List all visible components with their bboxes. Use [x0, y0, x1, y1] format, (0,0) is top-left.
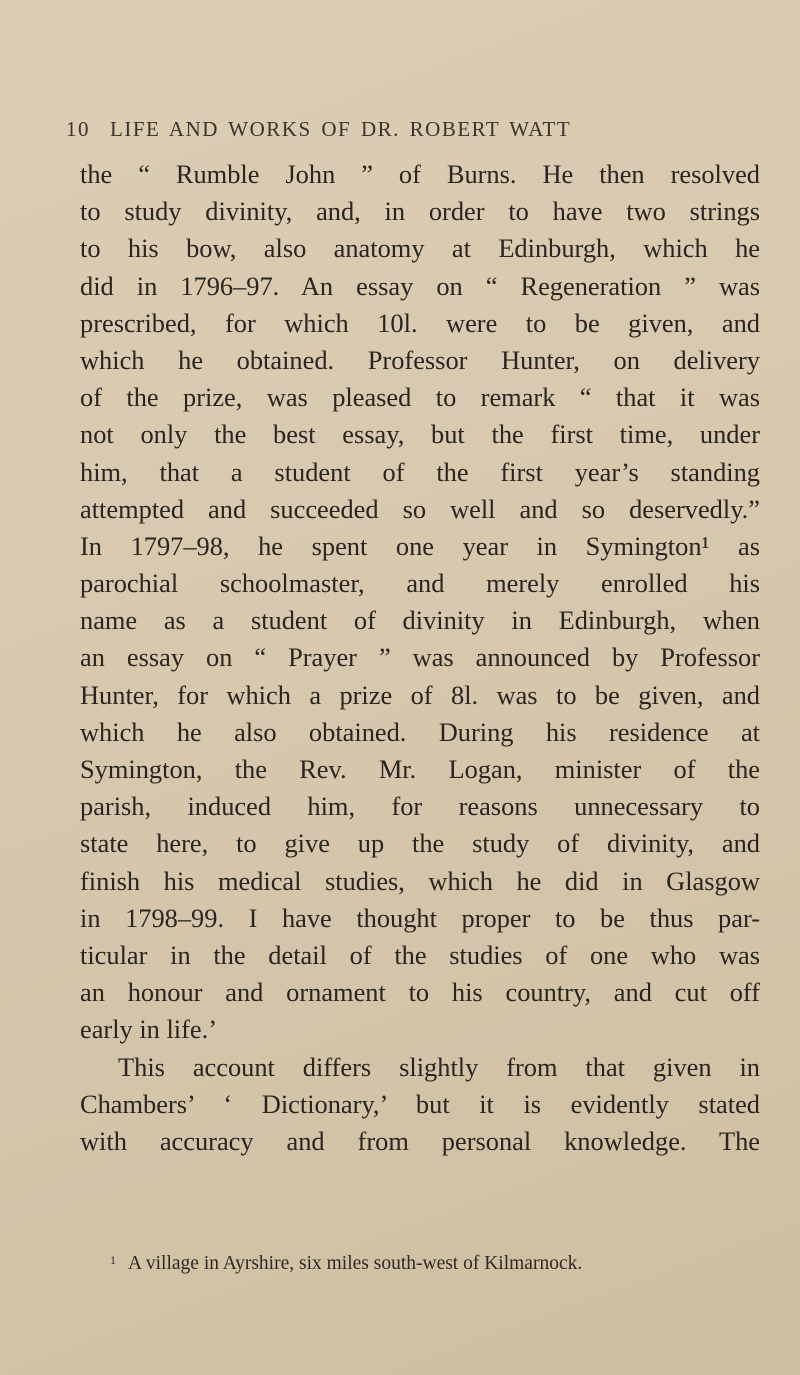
text-line: ticular in the detail of the studies of one who was	[80, 939, 760, 970]
text-line: Symington, the Rev. Mr. Logan, minister of the	[80, 754, 760, 784]
text-line: finish his medical studies, which he did in Glasgow	[80, 865, 760, 896]
text-line: with accuracy and from personal knowledge. The	[80, 1125, 760, 1156]
text-line: parochial schoolmaster, and merely enrolled his	[80, 568, 760, 599]
text-line: not only the best essay, but the first time, under	[80, 419, 760, 450]
body-text	[80, 156, 760, 1160]
text-line: him, that a student of the first year’s standing	[80, 456, 760, 487]
text-line: attempted and succeeded so well and so deservedly.”	[80, 493, 760, 524]
text-line: to study divinity, and, in order to have two strings	[80, 196, 760, 227]
text-line: name as a student of divinity in Edinburgh, when	[80, 605, 760, 636]
text-line: in 1798–99. I have thought proper to be thus par-	[80, 902, 760, 933]
text-line: parish, induced him, for reasons unnecessary to	[80, 791, 760, 822]
text-line: the “ Rumble John ” of Burns. He then resolved	[80, 159, 760, 189]
text-line: an essay on “ Prayer ” was announced by Professor	[80, 642, 760, 673]
text-line: did in 1796–97. An essay on “ Regeneration ” was	[80, 270, 760, 301]
text-line: This account differs slightly from that given in	[118, 1051, 760, 1082]
text-line: prescribed, for which 10l. were to be given, and	[80, 307, 760, 338]
footnote-marker: 1	[110, 1253, 116, 1267]
footnote-text: A village in Ayrshire, six miles south-west of Kilmarnock.	[128, 1253, 583, 1274]
text-line: state here, to give up the study of divinity, and	[80, 828, 760, 859]
text-line: an honour and ornament to his country, and cut off	[80, 977, 760, 1008]
footnote	[80, 1253, 760, 1275]
text-line: which he obtained. Professor Hunter, on delivery	[80, 344, 760, 375]
text-line: Chambers’ ‘ Dictionary,’ but it is evidently stated	[80, 1088, 760, 1119]
text-line: of the prize, was pleased to remark “ that it was	[80, 382, 760, 413]
text-line: to his bow, also anatomy at Edinburgh, which he	[80, 233, 760, 264]
text-line: which he also obtained. During his residence at	[80, 716, 760, 747]
text-line: In 1797–98, he spent one year in Symington¹ as	[80, 530, 760, 561]
running-head-title: LIFE AND WORKS OF DR. ROBERT WATT	[110, 117, 572, 141]
text-line: early in life.’	[80, 1014, 218, 1045]
page-number: 10	[66, 117, 90, 141]
running-head	[66, 105, 746, 145]
text-line: Hunter, for which a prize of 8l. was to be given, and	[80, 679, 760, 710]
